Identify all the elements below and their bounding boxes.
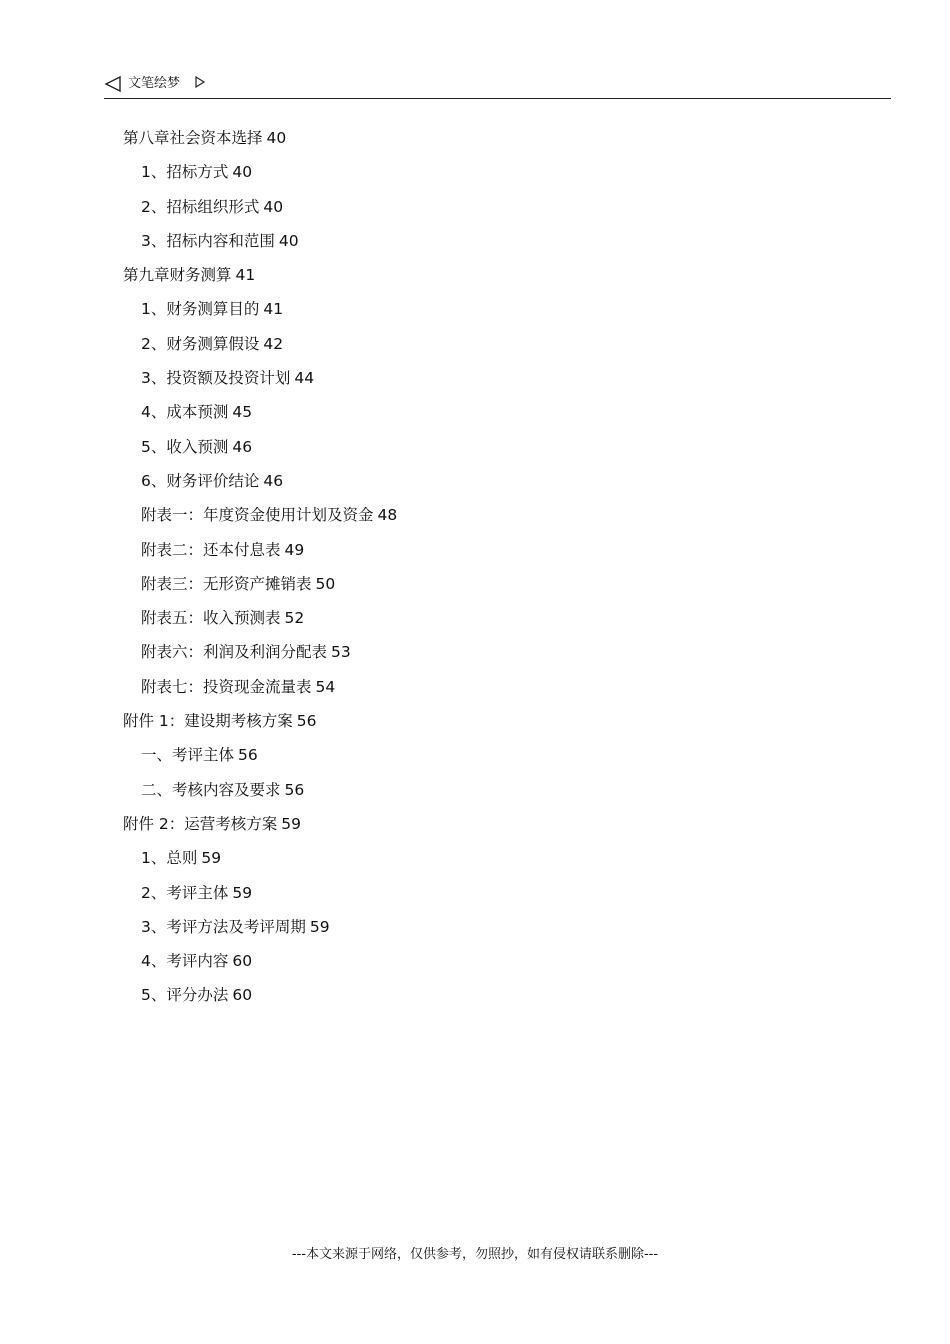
toc-section-entry[interactable] [0, 570, 950, 604]
toc-page-number: 60 [232, 952, 253, 971]
toc-page-number: 59 [281, 814, 302, 833]
toc-entry-title: 4、考评内容 [141, 952, 229, 971]
toc-page-number: 53 [331, 643, 351, 662]
toc-chapter-entry[interactable] [0, 707, 950, 741]
toc-entry-title: 1、总则 [141, 849, 198, 868]
table-of-contents [0, 124, 950, 1016]
toc-page-number: 40 [266, 129, 287, 147]
toc-chapter-entry[interactable] [0, 810, 950, 844]
toc-page-number: 59 [201, 849, 222, 868]
toc-entry-title: 一、考评主体 [141, 746, 235, 765]
toc-section-entry[interactable] [0, 947, 950, 981]
left-triangle-icon [104, 75, 122, 93]
toc-page-number: 56 [238, 746, 258, 765]
toc-section-entry[interactable] [0, 467, 950, 501]
toc-entry-title: 5、收入预测 [141, 437, 229, 456]
toc-section-entry[interactable] [0, 604, 950, 638]
footer-disclaimer: ---本文来源于网络，仅供参考，勿照抄，如有侵权请联系删除--- [291, 1247, 659, 1262]
toc-section-entry[interactable] [0, 330, 950, 364]
toc-page-number: 46 [263, 471, 284, 490]
toc-section-entry[interactable] [0, 776, 950, 810]
toc-entry-title: 附表三：无形资产摊销表 [141, 574, 312, 593]
toc-section-entry[interactable] [0, 433, 950, 467]
toc-section-entry[interactable] [0, 364, 950, 398]
toc-entry-title: 附表二：还本付息表 [141, 540, 281, 559]
toc-section-entry[interactable] [0, 844, 950, 878]
toc-page-number: 54 [315, 677, 336, 696]
toc-page-number: 40 [232, 163, 253, 182]
toc-entry-title: 2、财务测算假设 [141, 334, 260, 353]
toc-page-number: 40 [263, 197, 284, 216]
toc-page-number: 42 [263, 334, 284, 353]
toc-section-entry[interactable] [0, 673, 950, 707]
toc-section-entry[interactable] [0, 741, 950, 775]
toc-entry-title: 二、考核内容及要求 [141, 780, 281, 799]
toc-page-number: 46 [232, 437, 253, 456]
toc-chapter-entry[interactable] [0, 261, 950, 295]
toc-section-entry[interactable] [0, 398, 950, 432]
toc-page-number: 60 [232, 986, 253, 1005]
toc-section-entry[interactable] [0, 913, 950, 947]
toc-section-entry[interactable] [0, 295, 950, 329]
toc-page-number: 50 [315, 574, 336, 593]
toc-section-entry[interactable] [0, 158, 950, 192]
page-header [104, 72, 891, 99]
toc-page-number: 59 [232, 883, 253, 902]
toc-entry-title: 2、考评主体 [141, 883, 229, 902]
toc-page-number: 56 [284, 780, 305, 799]
toc-entry-title: 3、考评方法及考评周期 [141, 917, 306, 936]
toc-entry-title: 附件 2：运营考核方案 [123, 814, 278, 833]
toc-section-entry[interactable] [0, 501, 950, 535]
toc-page-number: 59 [309, 917, 330, 936]
toc-entry-title: 1、招标方式 [141, 163, 229, 182]
toc-section-entry[interactable] [0, 981, 950, 1015]
toc-section-entry[interactable] [0, 536, 950, 570]
toc-page-number: 40 [278, 231, 299, 250]
toc-page-number: 52 [284, 609, 305, 628]
toc-page-number: 48 [377, 506, 398, 525]
header-title: 文笔绘梦 [128, 76, 181, 91]
toc-entry-title: 附表五：收入预测表 [141, 609, 281, 628]
toc-entry-title: 附件 1：建设期考核方案 [123, 712, 293, 731]
toc-entry-title: 附表六：利润及利润分配表 [141, 643, 328, 662]
toc-entry-title: 3、招标内容和范围 [141, 231, 275, 250]
toc-page-number: 41 [263, 300, 284, 319]
toc-entry-title: 5、评分办法 [141, 986, 229, 1005]
toc-entry-title: 6、财务评价结论 [141, 471, 260, 490]
toc-section-entry[interactable] [0, 638, 950, 672]
toc-chapter-entry[interactable] [0, 124, 950, 158]
toc-section-entry[interactable] [0, 227, 950, 261]
toc-page-number: 44 [294, 369, 315, 388]
toc-section-entry[interactable] [0, 193, 950, 227]
toc-entry-title: 第八章社会资本选择 [123, 129, 263, 147]
toc-page-number: 49 [284, 540, 305, 559]
toc-entry-title: 附表七：投资现金流量表 [141, 677, 312, 696]
toc-entry-title: 附表一：年度资金使用计划及资金 [141, 506, 374, 525]
toc-page-number: 45 [232, 403, 253, 422]
toc-entry-title: 3、投资额及投资计划 [141, 369, 291, 388]
toc-entry-title: 2、招标组织形式 [141, 197, 260, 216]
toc-page-number: 41 [235, 266, 256, 285]
right-triangle-icon [194, 76, 206, 88]
toc-entry-title: 1、财务测算目的 [141, 300, 260, 319]
toc-entry-title: 4、成本预测 [141, 403, 229, 422]
toc-page-number: 56 [296, 712, 317, 731]
toc-section-entry[interactable] [0, 879, 950, 913]
toc-entry-title: 第九章财务测算 [123, 266, 232, 285]
